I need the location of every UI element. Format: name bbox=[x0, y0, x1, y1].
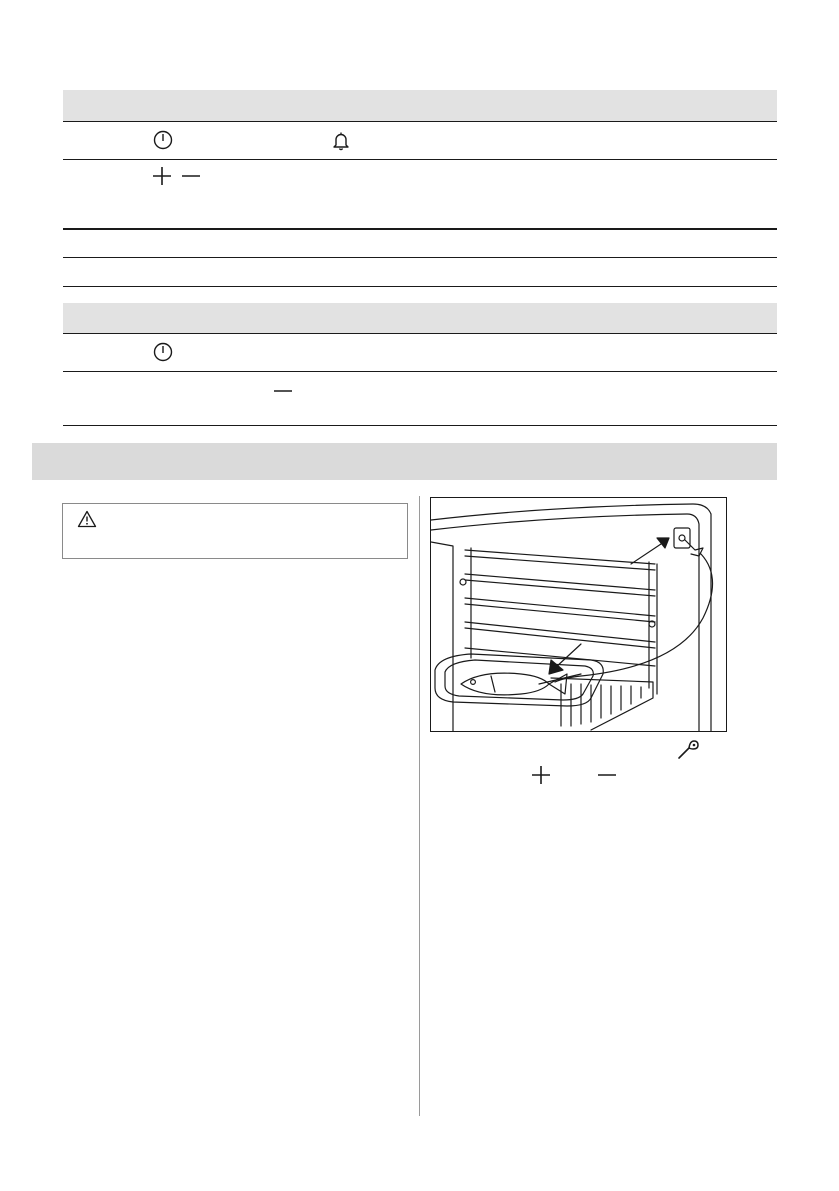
food-probe-icon bbox=[676, 737, 700, 761]
minus-icon bbox=[597, 765, 617, 785]
table-row-divider bbox=[63, 286, 777, 287]
table-row-divider-thick bbox=[63, 228, 777, 230]
table-row-divider bbox=[63, 333, 777, 334]
minus-icon bbox=[181, 166, 201, 186]
plus-icon bbox=[152, 166, 172, 186]
column-divider bbox=[419, 496, 420, 1116]
table-row-divider bbox=[63, 159, 777, 160]
minus-icon bbox=[273, 384, 293, 398]
warning-box bbox=[62, 503, 408, 559]
plus-icon bbox=[531, 765, 551, 785]
oven-drawing bbox=[431, 498, 727, 732]
table-header-band bbox=[63, 90, 777, 121]
table-header-band bbox=[63, 303, 777, 333]
clock-icon bbox=[153, 342, 173, 362]
table-row-divider bbox=[63, 425, 777, 426]
oven-food-probe-illustration bbox=[430, 497, 727, 732]
bell-icon bbox=[332, 131, 350, 151]
section-header bbox=[32, 443, 777, 480]
warning-icon bbox=[77, 510, 97, 528]
table-row-divider bbox=[63, 371, 777, 372]
table-row-divider bbox=[63, 121, 777, 122]
table-row-divider bbox=[63, 257, 777, 258]
clock-icon bbox=[153, 130, 173, 150]
